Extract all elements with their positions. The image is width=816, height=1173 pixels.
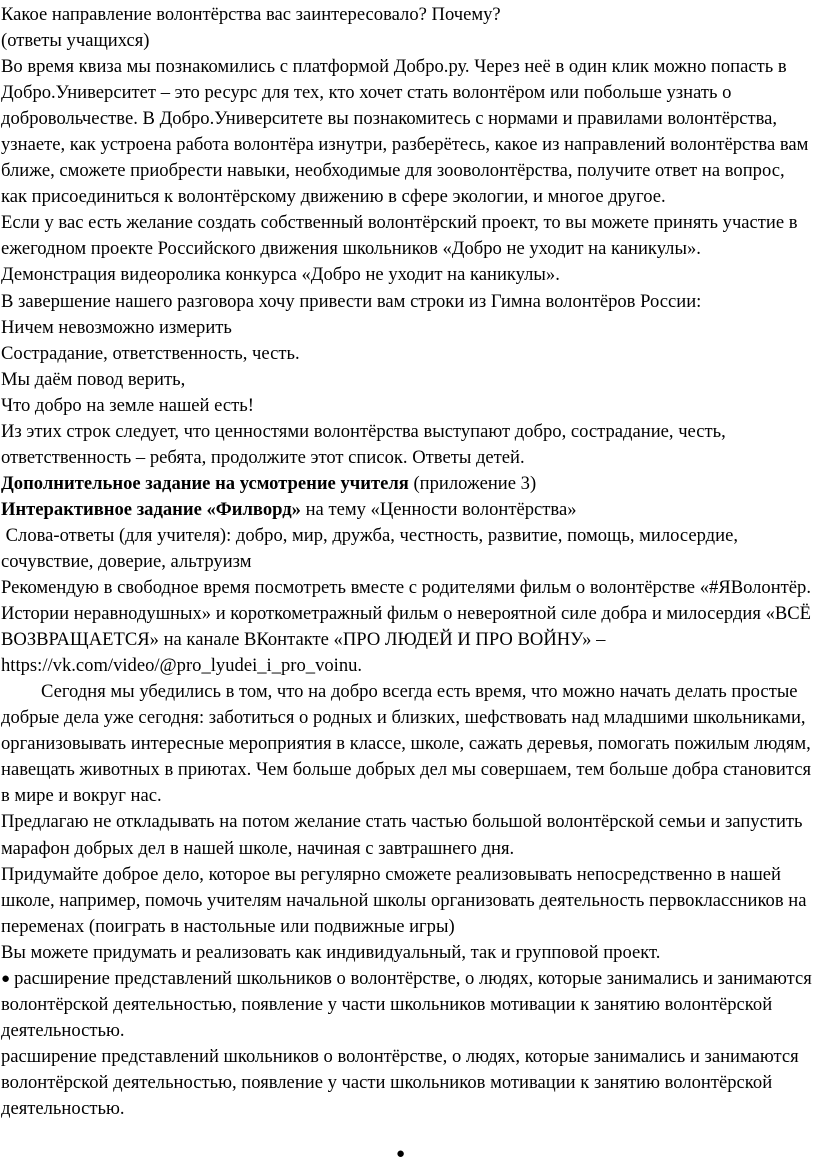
poem-line-4: Что добро на земле нашей есть! (1, 394, 254, 416)
paragraph-project-type: Вы можете придумать и реализовать как индивидуальный, так и групповой проект. (1, 941, 661, 963)
question-line: Какое направление волонтёрства вас заинтересовало? Почему? (1, 4, 501, 25)
interactive-task (1, 497, 812, 523)
poem-line-3: Мы даём повод верить, (1, 368, 186, 390)
interactive-task-title: Интерактивное задание «Филворд» (1, 498, 301, 520)
additional-task (1, 471, 812, 497)
paragraph-outcome-repeat: расширение представлений школьников о волонтёрстве, о людях, которые занимались и занимаются волонтёрской деятельностью, появление у части школьников мотивации к занятию волонтёрской деятельностью. (1, 1045, 799, 1119)
additional-task-title: Дополнительное задание на усмотрение учителя (1, 472, 409, 494)
interactive-task-topic: на тему «Ценности волонтёрства» (300, 498, 577, 520)
paragraph-conclusion: Сегодня мы убедились в том, что на добро всегда есть время, что можно начать делать простые добрые дела уже сегодня: заботиться о родных и близких, шефствовать над младшими школьниками, организовывать интересные мероприятия в классе, школе, сажать деревья, помогать пожилым людям, навещать животных в приютах. Чем больше добрых дел мы совершаем, тем больше добра становится в мире и вокруг нас. (1, 681, 812, 807)
paragraph-film-recommendation: Рекомендую в свободное время посмотреть вместе с родителями фильм о волонтёрстве «#ЯВолонтёр. Истории неравнодушных» и короткометражный фильм о невероятной силе добра и милосердия «ВСЁ ВОЗВРАЩАЕТСЯ» на канале ВКонтакте «ПРО ЛЮДЕЙ И ПРО ВОЙНУ» – https://vk.com/video/@pro_lyudei_i_pro_voinu. (1, 577, 812, 677)
paragraph-values: Из этих строк следует, что ценностями волонтёрства выступают добро, сострадание, честь, ответственность – ребята, продолжите этот список. Ответы детей. (1, 420, 726, 468)
bullet-outcome-text: расширение представлений школьников о волонтёрстве, о людях, которые занимались и занимаются волонтёрской деятельностью, появление у части школьников мотивации к занятию волонтёрской деятельностью. (1, 967, 812, 1041)
bullet-icon: ● (1, 970, 11, 987)
answers-note: (ответы учащихся) (1, 30, 150, 52)
additional-task-appendix: (приложение 3) (408, 472, 537, 494)
poem-line-1: Ничем невозможно измерить (1, 316, 232, 338)
paragraph-marathon: Предлагаю не откладывать на потом желание стать частью большой волонтёрской семьи и запустить марафон добрых дел в нашей школе, начиная с завтрашнего дня. (1, 811, 803, 859)
paragraph-anthem-intro: В завершение нашего разговора хочу привести вам строки из Гимна волонтёров России: (1, 290, 702, 312)
poem-line-2: Сострадание, ответственность, честь. (1, 342, 300, 364)
paragraph-own-project: Если у вас есть желание создать собственный волонтёрский проект, то вы можете принять участие в ежегодном проекте Российского движения школьников «Добро не уходит на каникулы». Демонстрация видеоролика конкурса «Добро не уходит на каникулы». (1, 212, 798, 286)
trailing-bullet-icon: ● (396, 1146, 406, 1162)
paragraph-good-deed: Придумайте доброе дело, которое вы регулярно сможете реализовывать непосредственно в нашей школе, например, помочь учителям начальной школы организовать деятельность первоклассников на переменах (поиграть в настольные или подвижные игры) (1, 863, 807, 937)
bullet-outcome (1, 966, 812, 1044)
paragraph-dobro-ru: Во время квиза мы познакомились с платформой Добро.ру. Через неё в один клик можно попасть в Добро.Университет – это ресурс для тех, кто хочет стать волонтёром или побольше узнать о добровольчестве. В Добро.Университете вы познакомитесь с нормами и правилами волонтёрства, узнаете, как устроена работа волонтёра изнутри, разберётесь, какое из направлений волонтёрства вам ближе, сможете приобрести навыки, необходимые для зооволонтёрства, получите ответ на вопрос, как присоединиться к волонтёрскому движению в сфере экологии, и многое другое. (1, 56, 809, 208)
answer-words: Слова-ответы (для учителя): добро, мир, дружба, честность, развитие, помощь, милосердие, сочувствие, доверие, альтруизм (1, 524, 743, 572)
